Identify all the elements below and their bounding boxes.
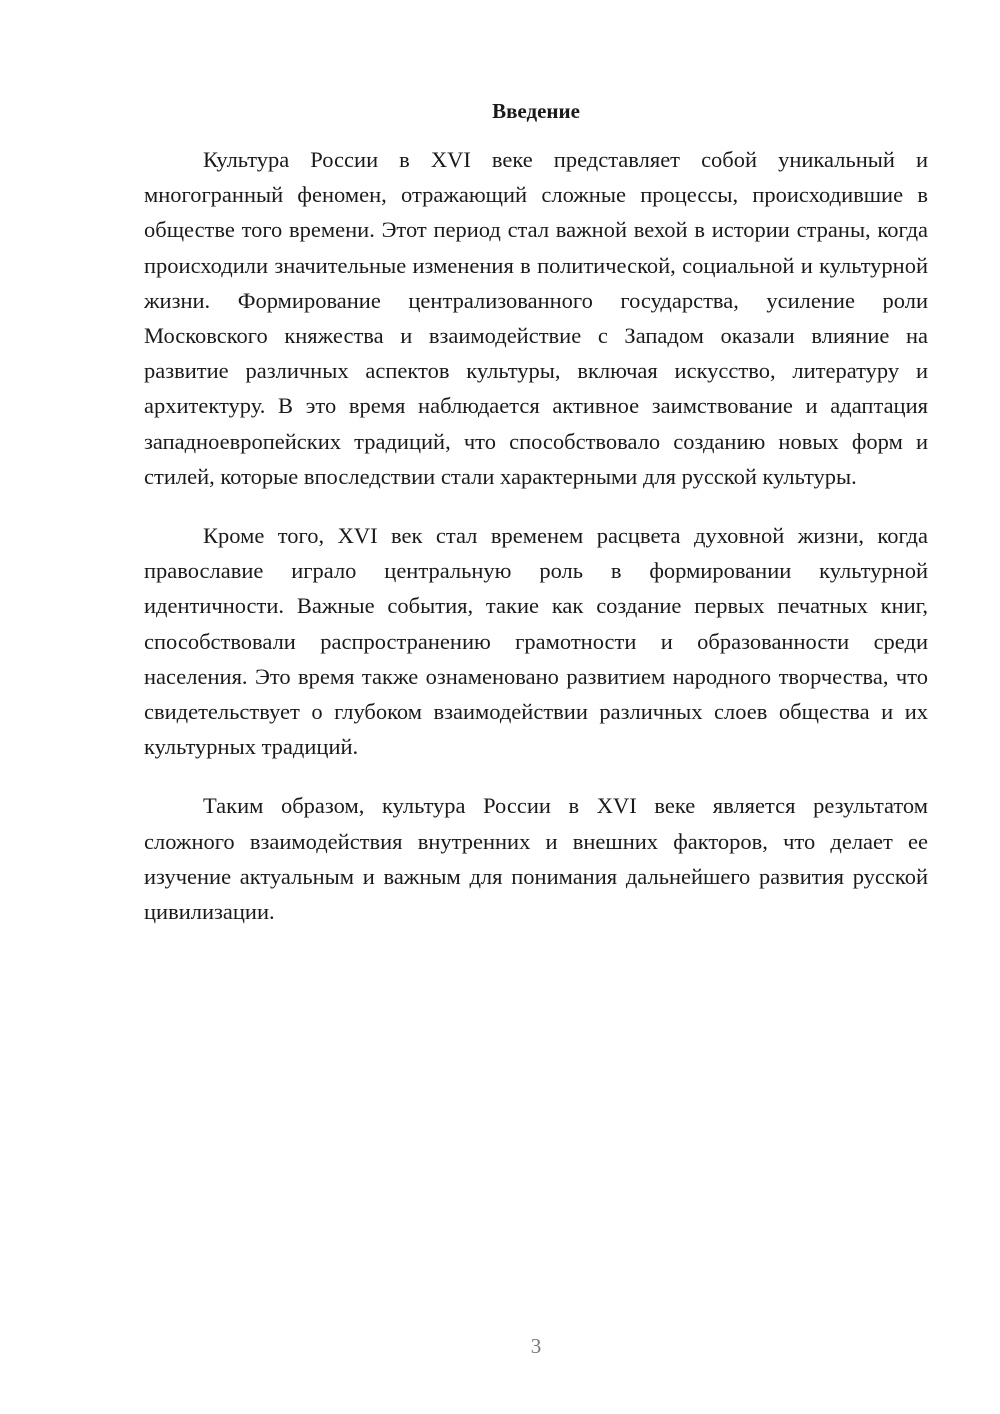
paragraph-3: Таким образом, культура России в XVI веке является результатом сложного взаимодействия внутренних и внешних факторов, что делает ее изучение актуальным и важным для понимания дальнейшего развития русской цивилизации. <box>144 793 928 925</box>
paragraph-1: Культура России в XVI веке представляет собой уникальный и многогранный феномен, отражающий сложные процессы, происходившие в обществе того времени. Этот период стал важной вехой в истории страны, когда происходили значительные изменения в политической, социальной и культурной жизни. Формирование централизованного государства, усиление роли Московского княжества и взаимодействие с Западом оказали влияние на развитие различных аспектов культуры, включая искусство, литературу и архитектуру. В это время наблюдается активное заимствование и адаптация западноевропейских традиций, что способствовало созданию новых форм и стилей, которые впоследствии стали характерными для русской культуры. <box>144 147 928 489</box>
page-number: 3 <box>530 1334 542 1358</box>
paragraph-2: Кроме того, XVI век стал временем расцвета духовной жизни, когда православие играло центральную роль в формировании культурной идентичности. Важные события, такие как создание первых печатных книг, способствовали распространению грамотности и образованности среди населения. Это время также ознаменовано развитием народного творчества, что свидетельствует о глубоком взаимодействии различных слоев общества и их культурных традиций. <box>144 523 928 760</box>
page-title: Введение <box>492 99 580 123</box>
body-text <box>144 142 928 953</box>
